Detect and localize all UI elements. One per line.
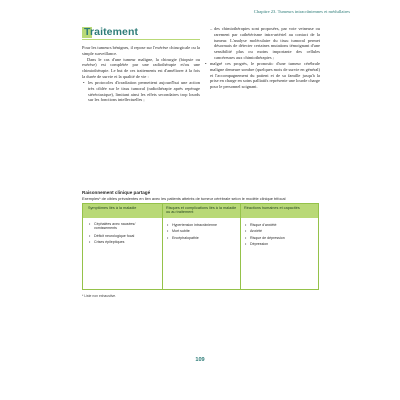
column-header-symptoms: Symptômes liés à la maladie — [88, 206, 137, 210]
list-item: • Anxiété — [245, 228, 315, 234]
list-item: • Risque de dépression — [245, 235, 315, 241]
list-item: • Dépression — [245, 241, 315, 247]
table-footnote: * Liste non exhaustive. — [82, 294, 117, 298]
box-subtitle: Exemples* de cibles prévalentes en lien avec les patients atteints de tumeur cérébrale selon le modèle clinique trifocal — [82, 196, 286, 201]
column-divider — [240, 204, 241, 289]
right-column — [204, 26, 320, 90]
left-column — [82, 45, 200, 103]
bullet-chemotherapy: – des chimiothérapies sont proposées, par voie veineuse ou rarement par cathétérisme intra-artériel au contact de la tumeur. L'analyse moléculaire du tissu tumoral permet désormais de détecter certaines mutations témoignant d'une sensibilité plus ou moins importante des cellules cancéreuses aux chimiothérapies ; — [204, 26, 320, 61]
column-header-risks: Risques et complications liés à la maladie ou au traitement — [166, 206, 237, 215]
heading-rest: raitement — [89, 26, 139, 38]
paragraph-2: Dans le cas d'une tumeur maligne, la chirurgie (biopsie ou exérèse) est complétée par une radiothérapie et/ou une chimiothérapie. Le but de ces traitements est d'améliorer à la fois la durée de survie et la qualité de vie : — [82, 56, 200, 79]
bullet-prognosis: • malgré ces progrès, le pronostic d'une tumeur cérébrale maligne demeure sombre (quelques mois de survie en général) et l'accompagnement du patient et de sa famille jusqu'à la prise en charge en soins palliatifs représente une lourde charge pour le personnel soignant. — [204, 61, 320, 90]
list-item: • Déficit neurologique focal — [89, 233, 159, 239]
list-item: • Crises épileptiques — [89, 239, 159, 245]
risks-list — [167, 222, 237, 241]
list-item: • Hypertension intracrânienne — [167, 222, 237, 228]
running-head: Chapitre 23. Tumeurs intracrâniennes et médullaires — [253, 9, 350, 14]
list-item: • Risque d'anxiété — [245, 222, 315, 228]
list-item: • Encéphalopathie — [167, 235, 237, 241]
section-heading — [82, 27, 200, 39]
page-number: 109 — [195, 357, 205, 363]
paragraph-1: Pour les tumeurs bénignes, il repose sur l'exérèse chirurgicale ou la simple surveillance. — [82, 45, 200, 56]
box-title: Raisonnement clinique partagé — [82, 190, 151, 195]
column-divider — [162, 204, 163, 289]
list-item: • Céphalées avec nausées/ vomissements — [89, 222, 159, 231]
heading-initial: T — [84, 26, 90, 38]
list-item: • Mort subite — [167, 228, 237, 234]
heading-rule — [82, 39, 200, 40]
symptoms-list — [89, 222, 159, 246]
bullet-radiotherapy: • les protocoles d'irradiation permettent aujourd'hui une action très ciblée sur le tissu tumoral (radiothérapie après repérage stéréotaxique), limitant ainsi les effets secondaires trop lourds sur les fonctions intellectuelles ; — [82, 80, 200, 103]
column-header-reactions: Réactions humaines et capacités — [244, 206, 300, 210]
reactions-list — [245, 222, 315, 248]
clinical-reasoning-table — [82, 203, 319, 290]
